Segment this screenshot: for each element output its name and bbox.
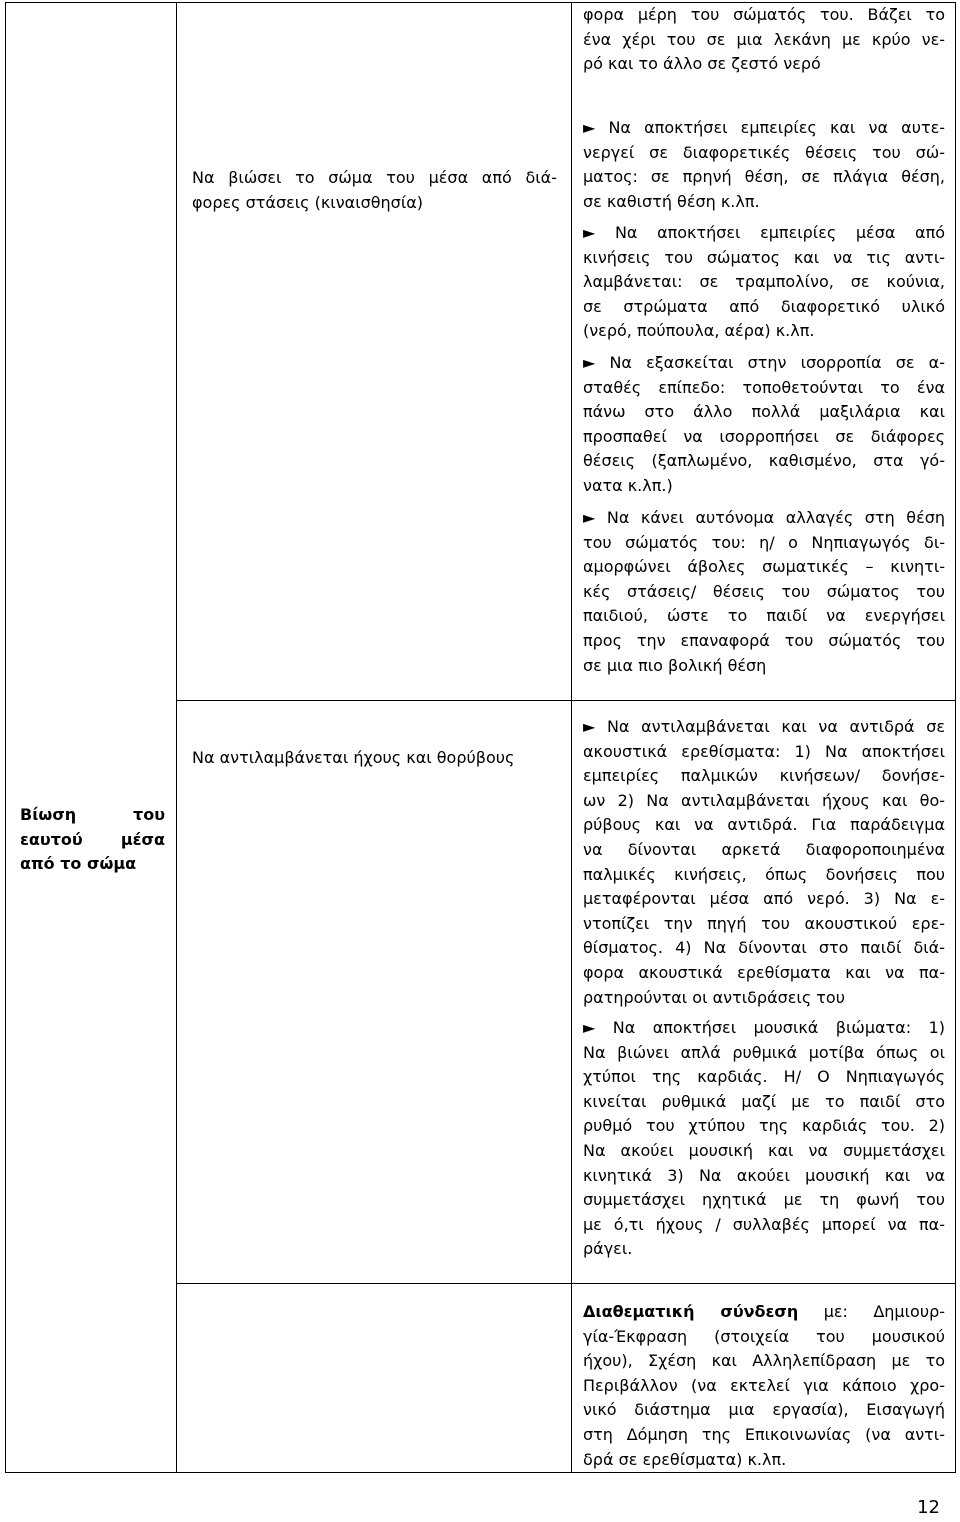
text-line: Να αντιλαμβάνεται ήχους και θορύβους: [192, 748, 515, 767]
text-line: μεταφέρονται μέσα από νερό. 3) Να ε-: [583, 889, 945, 909]
table-column-divider: [571, 2, 572, 1473]
table-border-right: [955, 2, 956, 1473]
text-line: του σώματός του: η/ ο Νηπιαγωγός δι-: [583, 532, 945, 552]
text-line: ► Να κάνει αυτόνομα αλλαγές στη θέση: [583, 508, 945, 527]
text-line: ρύβους και να αντιδρά. Για παράδειγμα: [583, 815, 945, 835]
text-line: ντοπίζει την πηγή του ακουστικού ερε-: [583, 913, 945, 933]
text-line: ράγει.: [583, 1239, 633, 1259]
goal-cell: [192, 166, 557, 215]
text-line: Να βιώνει απλά ρυθμικά μοτίβα όπως οι: [583, 1042, 945, 1062]
activity-paragraph: [583, 715, 945, 1010]
text-line: σε στρώματα από διαφορετικό υλικό: [583, 296, 945, 316]
text-line: ► Να αποκτήσει εμπειρίες και να αυτε-: [583, 118, 945, 137]
text-line: προς την επαναφορά του σώματός του: [583, 630, 945, 650]
text-line: από το σώμα: [20, 854, 137, 874]
text-line: ματος: σε πρηνή θέση, σε πλάγια θέση,: [583, 167, 945, 187]
text-line: ρυθμό του χτύπου της καρδιάς του. 2): [583, 1116, 945, 1136]
text-line: λαμβάνεται: σε τραμπολίνο, σε κούνια,: [583, 272, 945, 292]
activity-paragraph: [583, 351, 945, 499]
text-line: εμπειρίες παλμικών κινήσεων/ δονήσε-: [583, 766, 945, 786]
text-line: ακουστικά ερεθίσματα: 1) Να αποκτήσει: [583, 741, 945, 761]
text-line: δρά σε ερεθίσματα) κ.λπ.: [583, 1449, 787, 1469]
text-line: με ό,τι ήχους / συλλαβές μπορεί να πα-: [583, 1214, 945, 1234]
table-row-divider: [176, 1283, 956, 1284]
text-line: θέσεις (ξαπλωμένο, καθισμένο, στα γό-: [583, 451, 945, 471]
text-line: φορες στάσεις (κιναισθησία): [192, 192, 424, 212]
text-line: ► Να εξασκείται στην ισορροπία σε α-: [583, 353, 945, 372]
text-line: γία-Έκφραση (στοιχεία του μουσικού: [583, 1326, 945, 1346]
text-line: Περιβάλλον (να εκτελεί για κάποιο χρο-: [583, 1375, 945, 1395]
text-line: ήχου), Σχέση και Αλληλεπίδραση με το: [583, 1351, 945, 1371]
text-line: Βίωση του: [20, 805, 165, 824]
table-column-divider: [176, 2, 177, 1473]
axis-cell: [20, 803, 165, 877]
text-line: ► Να αποκτήσει εμπειρίες μέσα από: [583, 223, 945, 242]
activity-paragraph: [583, 1016, 945, 1262]
activity-paragraph: [583, 3, 945, 77]
crosscurricular-lines: [583, 1325, 945, 1473]
text-line: ► Να αντιλαμβάνεται και να αντιδρά σε: [583, 717, 945, 736]
text-line: νικό διάστημα μια εργασία), Εισαγωγή: [583, 1400, 945, 1420]
text-line: χτύποι της καρδιάς. Η/ Ο Νηπιαγωγός: [583, 1067, 945, 1087]
text-line: συμμετάσχει ηχητικά με τη φωνή του: [583, 1190, 945, 1210]
text-line: στη Δόμηση της Επικοινωνίας (να αντι-: [583, 1424, 945, 1444]
text-line: να δίνονται αρκετά διαφοροποιημένα: [583, 839, 945, 859]
text-line: προσπαθεί να ισορροπήσει σε διάφορες: [583, 426, 945, 446]
text-line: σε καθιστή θέση κ.λπ.: [583, 191, 760, 211]
text-line: παιδιού, ώστε το παιδί να ενεργήσει: [583, 606, 945, 626]
crosscurricular-label: Διαθεματική σύνδεση: [583, 1302, 799, 1321]
text-line: ων 2) Να αντιλαμβάνεται ήχους και θο-: [583, 790, 945, 810]
text-line: Να βιώσει το σώμα του μέσα από διά-: [192, 168, 557, 187]
crosscurricular-first-line-text: με: Δημιουρ-: [823, 1302, 946, 1321]
table-border-left: [5, 2, 6, 1473]
text-line: ρατηρούνται οι αντιδράσεις του: [583, 987, 845, 1007]
text-line: ► Να αποκτήσει μουσικά βιώματα: 1): [583, 1018, 945, 1037]
text-line: σταθές επίπεδο: τοποθετούνται το ένα: [583, 377, 945, 397]
text-line: νατα κ.λπ.): [583, 475, 673, 495]
text-line: σε μια πιο βολική θέση: [583, 655, 767, 675]
text-line: κινητικά 3) Να ακούει μουσική και να: [583, 1165, 945, 1185]
text-line: φορα ακουστικά ερεθίσματα και να πα-: [583, 962, 945, 982]
text-line: Να ακούει μουσική και να συμμετάσχει: [583, 1140, 945, 1160]
goal-cell: [192, 746, 557, 771]
text-line: πάνω στο άλλο πολλά μαξιλάρια και: [583, 402, 945, 422]
text-line: κινείται ρυθμικά μαζί με το παιδί στο: [583, 1091, 945, 1111]
text-line: εαυτού μέσα: [20, 829, 165, 849]
text-line: παλμικές κινήσεις, όπως δονήσεις που: [583, 864, 945, 884]
page-number: 12: [917, 1497, 940, 1518]
text-line: φορα μέρη του σώματός του. Βάζει το: [583, 5, 945, 24]
text-line: θίσματος. 4) Να δίνονται στο παιδί διά-: [583, 938, 945, 958]
crosscurricular-paragraph: [583, 1300, 945, 1472]
text-line: (νερό, πούπουλα, αέρα) κ.λπ.: [583, 321, 815, 341]
activity-paragraph: [583, 221, 945, 344]
text-line: κινήσεις του σώματος και να τις αντι-: [583, 247, 945, 267]
activity-paragraph: [583, 506, 945, 678]
table-row-divider: [176, 700, 956, 701]
text-line: νεργεί σε διαφορετικές θέσεις του σώ-: [583, 142, 945, 162]
text-line: [583, 1300, 945, 1325]
text-line: ένα χέρι του σε μια λεκάνη με κρύο νε-: [583, 29, 945, 49]
text-line: κές στάσεις/ θέσεις του σώματος του: [583, 581, 945, 601]
text-line: αμορφώνει άβολες σωματικές – κινητι-: [583, 557, 945, 577]
text-line: ρό και το άλλο σε ζεστό νερό: [583, 54, 821, 74]
activity-paragraph: [583, 116, 945, 214]
